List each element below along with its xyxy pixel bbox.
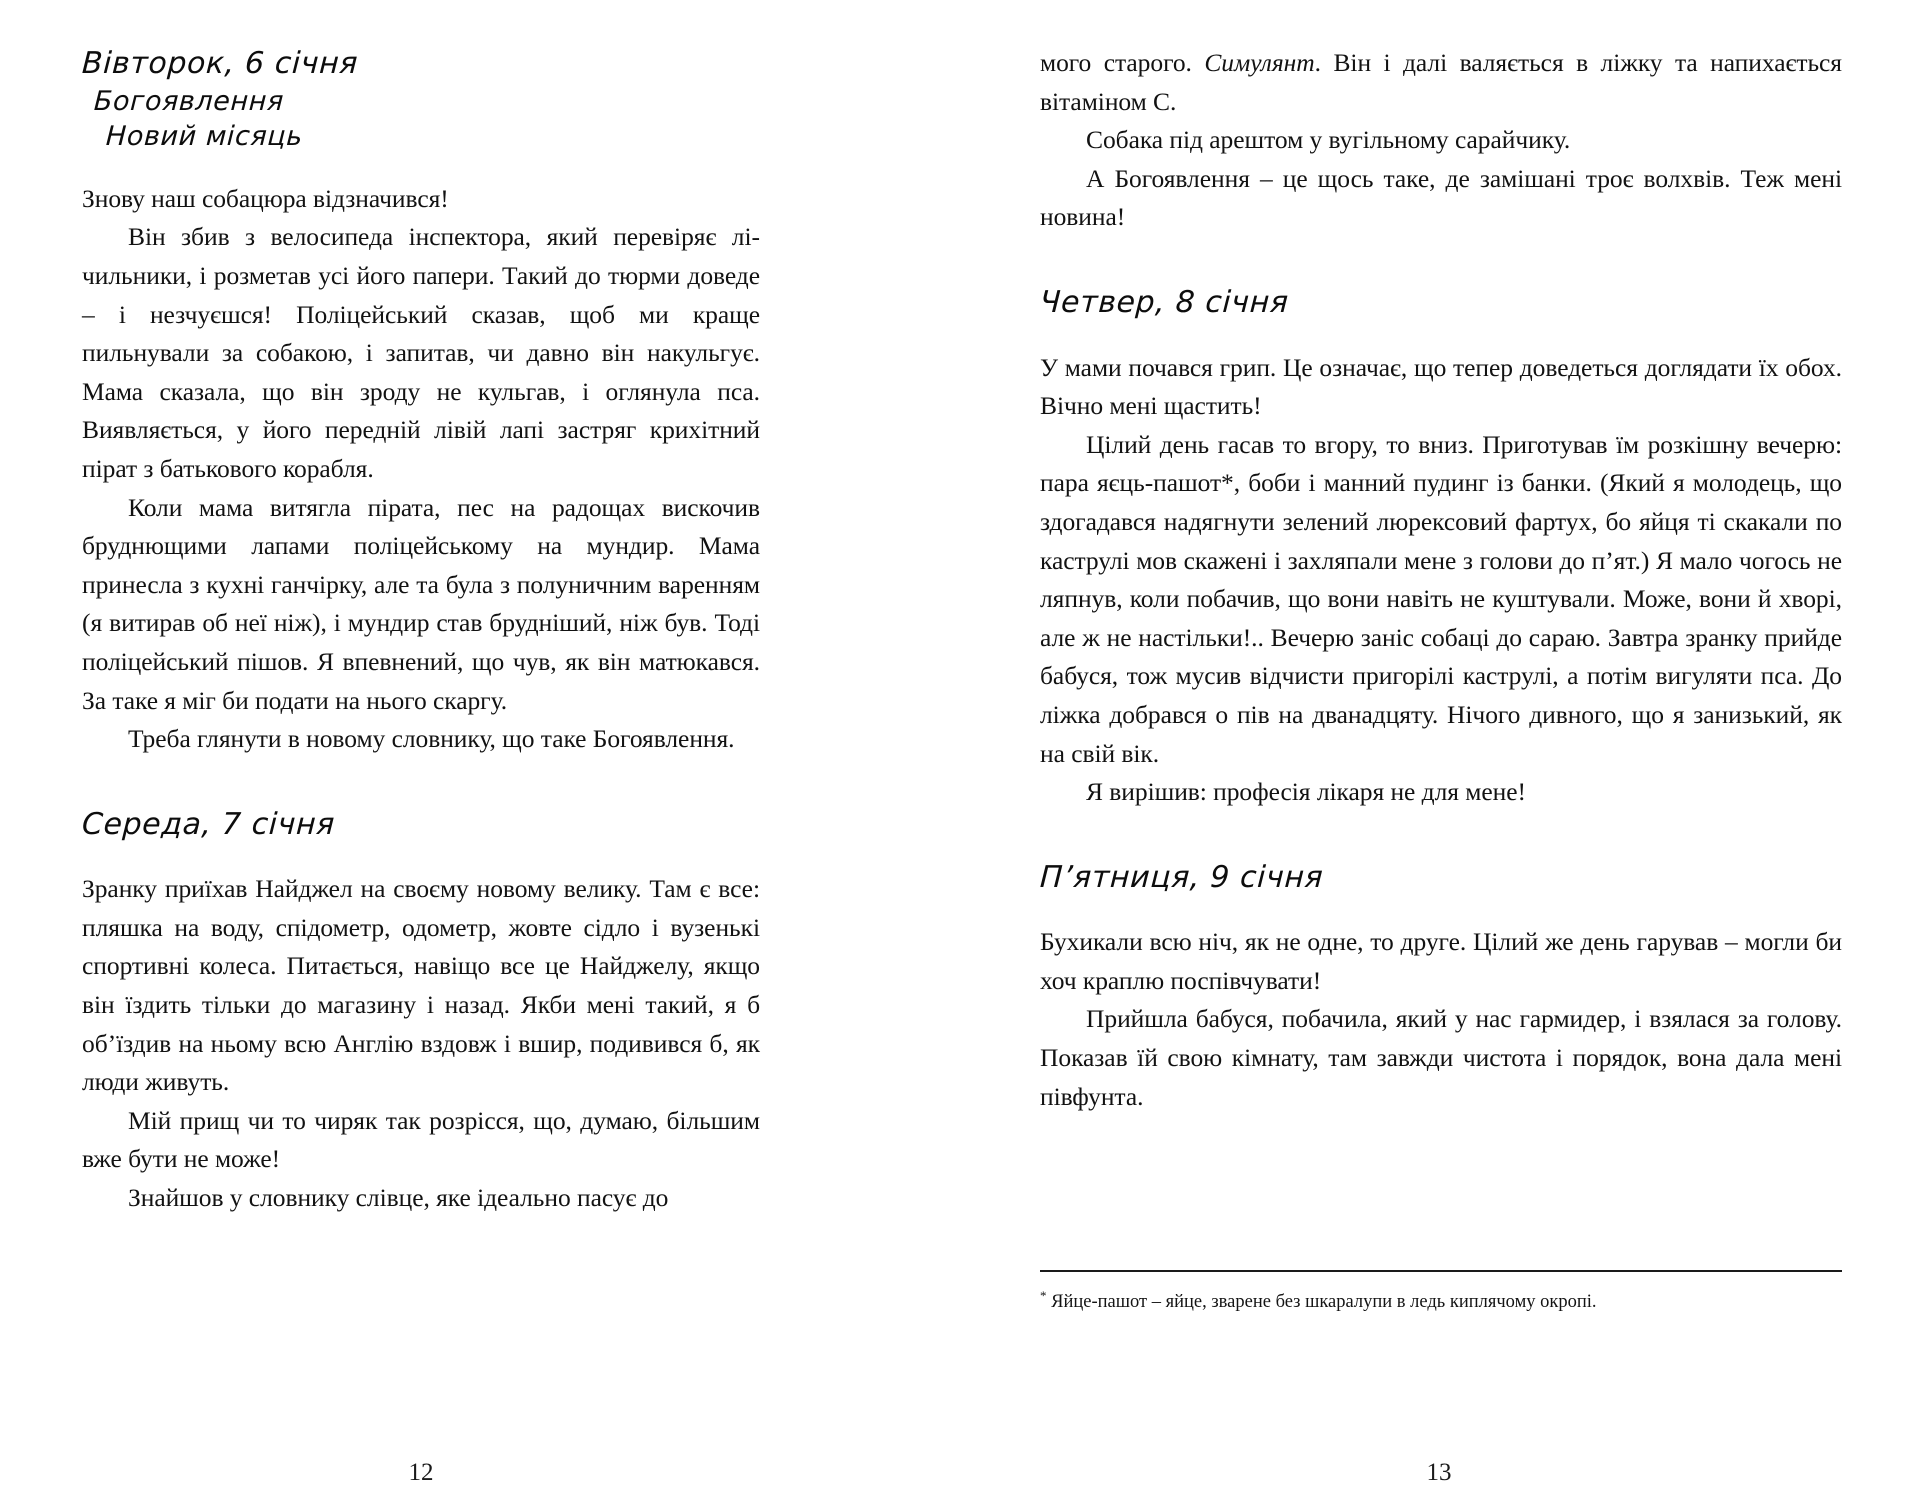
continuation-post: . Він і далі валяється в ліжку та напихається вітаміном С. (1040, 48, 1842, 116)
paragraph: Прийшла бабуся, побачила, який у нас гармидер, і взялася за голову. Показав їй свою кімнату, там завжди чистота і порядок, вона дала мені півфунта. (1040, 1004, 1842, 1111)
continuation-pre: мого старого. (1040, 48, 1205, 77)
day-heading-thursday: Четвер, 8 січня (1039, 284, 1290, 320)
footnote-body: Яйце-пашот – яйце, зварене без шкаралупи в ледь киплячому окропі. (1046, 1292, 1597, 1312)
entry-heading-block-tuesday (82, 44, 760, 154)
paragraph: Зранку приїхав Найджел на своєму новому велику. Там є все: пляшка на воду, спідометр, одометр, жовте сідло і вузенькі спортивні колеса. Питається, навіщо все це Найджелу, якщо він їздить тільки до магазину і назад. Якби мені такий, я б об’їздив на ньому всю Англію вздовж і вшир, подивився б, як люди живуть. (82, 874, 760, 1097)
footnote-divider (1040, 1270, 1842, 1272)
paragraph: У мами почався грип. Це означає, що тепер доведеться доглядати їх обох. Вічно мені щастить! (1040, 352, 1842, 421)
paragraph: Собака під арештом у вугільному сарайчику. (1086, 125, 1571, 155)
day-heading-tuesday: Вівторок, 6 січня (81, 46, 359, 81)
paragraph: Знову наш собацюра відзначився! (82, 183, 449, 213)
paragraph: Знайшов у словнику слівце, яке ідеально пасує до (128, 1183, 669, 1213)
paragraph: Мій прищ чи то чиряк так розрісся, що, думаю, більшим вже бути не може! (82, 1105, 760, 1174)
emphasis-word: Симулянт (1204, 48, 1315, 77)
paragraph: А Богоявлення – це щось таке, де замішані троє волхвів. Теж мені новина! (1040, 163, 1842, 232)
day-heading-friday: П’ятниця, 9 січня (1039, 859, 1325, 895)
paragraph: Треба глянути в новому словнику, що таке Богоявлення. (128, 724, 735, 754)
paragraph: Він збив з велосипеда інспектора, який перевіряє лічильники, і розметав усі його папери. Такий до тюрми доведе – і незчуєшся! Поліцейський сказав, щоб ми краще пильнували за собакою, і запитав, чи давно він накульгує. Мама сказала, що він зроду не кульгав, і оглянула пса. Виявляється, у його передній лівій лапі застряг крихітний пірат з батькового корабля. (82, 222, 760, 483)
paragraph: Я вирішив: професія лікаря не для мене! (1086, 777, 1526, 807)
paragraph: Цілий день гасав то вгору, то вниз. Приготував їм розкішну вечерю: пара яєць-пашот*, боби і манний пудинг із банки. (Який я молодець, що здогадався надягнути зелений люрексовий фартух, бо яйця ті скакали по каструлі мов скажені і захляпали мене з голови до п’ят.) Я мало чогось не ляпнув, коли побачив, що вони навіть не куштували. Може, вони й хворі, але ж не настільки!.. Вечерю заніс собаці до сараю. Завтра зранку прийде бабуся, тож мусив відчисти пригорілі каструлі, а потім вигуляти пса. До ліжка добрався о пів на дванадцяту. Нічого дивного, що я занизький, як на свій вік. (1040, 429, 1842, 768)
paragraph-continuation (1040, 44, 1842, 121)
right-page (960, 0, 1920, 1509)
left-text-column (82, 44, 760, 1374)
entry-heading-block-wednesday (82, 805, 760, 845)
page-number-right: 13 (1426, 1459, 1452, 1486)
entry-heading-block-friday (1040, 858, 1842, 898)
footnote-marker: * (1040, 1287, 1047, 1303)
footnote-block (1040, 1270, 1842, 1316)
right-text-column (1040, 44, 1842, 1374)
subheading-new-moon: Новий місяць (105, 120, 304, 152)
footnote-text (1040, 1282, 1842, 1316)
page-number-left: 12 (408, 1459, 434, 1486)
paragraph: Бухикали всю ніч, як не одне, то друге. Цілий же день гарував – могли би хоч краплю поспівчувати! (1040, 927, 1842, 995)
entry-heading-block-thursday (1040, 283, 1842, 323)
subheading-epiphany: Богоявлення (93, 85, 285, 117)
paragraph: Коли мама витягла пірата, пес на радощах вискочив бруднющими лапами поліцейському на мундир. Мама принесла з кухні ганчірку, але та була з полуничним варенням (я витирав об неї ніж), і мундир став брудніший, ніж був. Тоді поліцейський пішов. Я впевнений, що чув, як він матюкався. За таке я міг би подати на нього скаргу. (82, 492, 760, 715)
day-heading-wednesday: Середа, 7 січня (81, 806, 336, 842)
